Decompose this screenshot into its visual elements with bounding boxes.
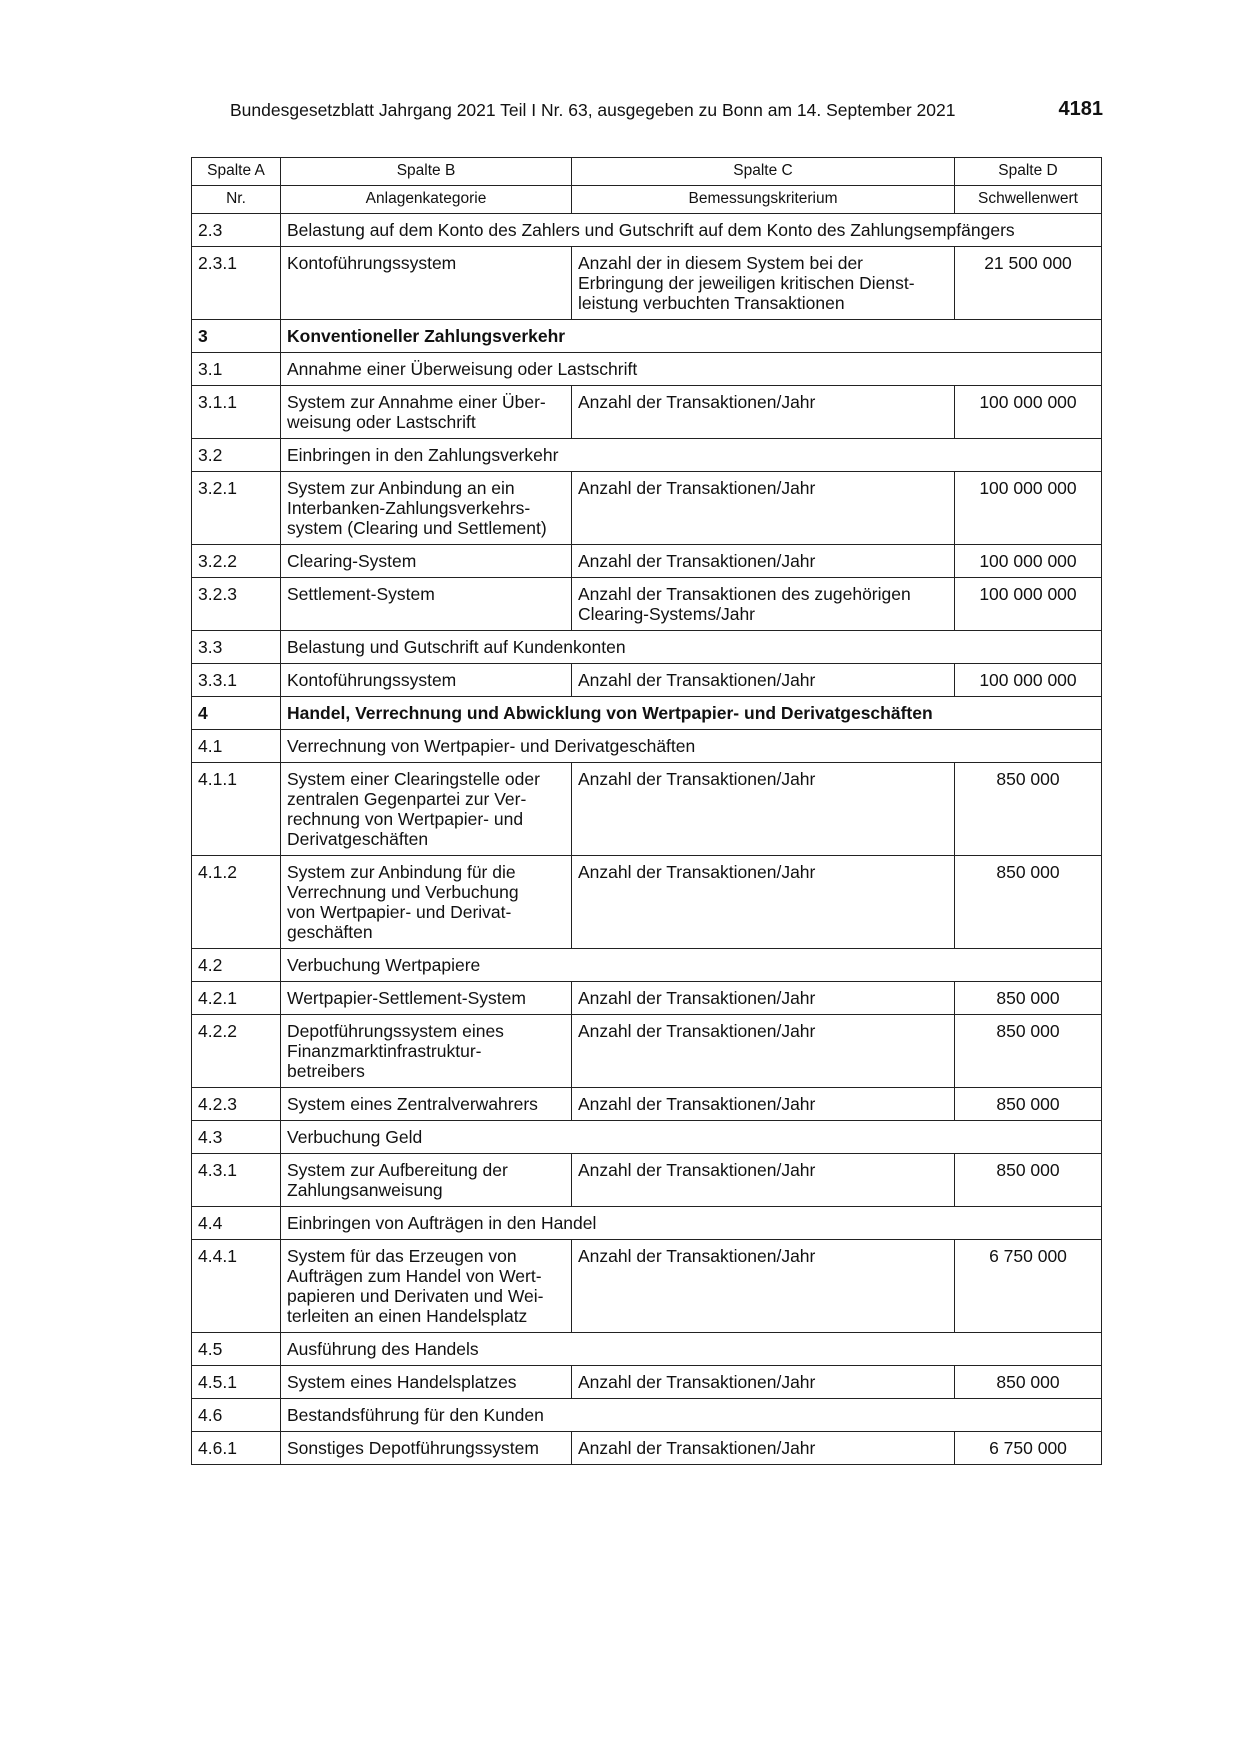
section-row bbox=[192, 1207, 1102, 1240]
table-row bbox=[192, 1015, 1102, 1088]
section-row bbox=[192, 1121, 1102, 1154]
table-row bbox=[192, 763, 1102, 856]
table-row bbox=[192, 1240, 1102, 1333]
threshold-value: 21 500 000 bbox=[955, 247, 1102, 320]
asset-category: Clearing-System bbox=[281, 545, 572, 578]
page-number: 4181 bbox=[1058, 98, 1103, 120]
asset-category: System eines Zentralverwahrers bbox=[281, 1088, 572, 1121]
table-row bbox=[192, 664, 1102, 697]
publication-title: Bundesgesetzblatt Jahrgang 2021 Teil I Nr. 63, ausgegeben zu Bonn am 14. September 2021 bbox=[230, 100, 956, 120]
column-subheader-threshold: Schwellenwert bbox=[955, 186, 1102, 214]
threshold-value: 100 000 000 bbox=[955, 664, 1102, 697]
asset-category: Kontoführungssystem bbox=[281, 247, 572, 320]
column-header-a: Spalte A bbox=[192, 158, 281, 186]
threshold-value: 850 000 bbox=[955, 1015, 1102, 1088]
measurement-criterion: Anzahl der Transaktionen/Jahr bbox=[572, 1432, 955, 1465]
section-title: Verrechnung von Wertpapier- und Derivatgeschäften bbox=[281, 730, 1102, 763]
table-row bbox=[192, 578, 1102, 631]
threshold-table bbox=[191, 157, 1102, 1465]
asset-category: System zur Anbindung für die Verrechnung und Verbuchung von Wertpapier- und Derivat- geschäften bbox=[281, 856, 572, 949]
row-number: 4.1.1 bbox=[192, 763, 281, 856]
section-row bbox=[192, 439, 1102, 472]
measurement-criterion: Anzahl der Transaktionen/Jahr bbox=[572, 664, 955, 697]
row-number: 2.3.1 bbox=[192, 247, 281, 320]
row-number: 4.5 bbox=[192, 1333, 281, 1366]
column-header-d: Spalte D bbox=[955, 158, 1102, 186]
measurement-criterion: Anzahl der Transaktionen/Jahr bbox=[572, 1015, 955, 1088]
row-number: 3.2.2 bbox=[192, 545, 281, 578]
measurement-criterion: Anzahl der Transaktionen/Jahr bbox=[572, 763, 955, 856]
threshold-value: 100 000 000 bbox=[955, 472, 1102, 545]
asset-category: System einer Clearingstelle oder zentralen Gegenpartei zur Ver- rechnung von Wertpapier- und Derivatgeschäften bbox=[281, 763, 572, 856]
table-row bbox=[192, 472, 1102, 545]
measurement-criterion: Anzahl der Transaktionen/Jahr bbox=[572, 472, 955, 545]
section-title: Verbuchung Wertpapiere bbox=[281, 949, 1102, 982]
threshold-value: 6 750 000 bbox=[955, 1432, 1102, 1465]
section-row bbox=[192, 631, 1102, 664]
table-row bbox=[192, 247, 1102, 320]
asset-category: System für das Erzeugen von Aufträgen zum Handel von Wert- papieren und Derivaten und Wei- terleiten an einen Handelsplatz bbox=[281, 1240, 572, 1333]
threshold-value: 850 000 bbox=[955, 1366, 1102, 1399]
row-number: 3.2 bbox=[192, 439, 281, 472]
row-number: 4.6.1 bbox=[192, 1432, 281, 1465]
asset-category: System eines Handelsplatzes bbox=[281, 1366, 572, 1399]
section-title: Einbringen in den Zahlungsverkehr bbox=[281, 439, 1102, 472]
asset-category: System zur Anbindung an ein Interbanken-Zahlungsverkehrs- system (Clearing und Settlement) bbox=[281, 472, 572, 545]
row-number: 3.3.1 bbox=[192, 664, 281, 697]
measurement-criterion: Anzahl der Transaktionen/Jahr bbox=[572, 982, 955, 1015]
threshold-value: 850 000 bbox=[955, 1088, 1102, 1121]
table-row bbox=[192, 1432, 1102, 1465]
measurement-criterion: Anzahl der Transaktionen/Jahr bbox=[572, 856, 955, 949]
measurement-criterion: Anzahl der Transaktionen des zugehörigen Clearing-Systems/Jahr bbox=[572, 578, 955, 631]
column-subheader-row bbox=[192, 186, 1102, 214]
row-number: 3.2.3 bbox=[192, 578, 281, 631]
asset-category: System zur Aufbereitung der Zahlungsanweisung bbox=[281, 1154, 572, 1207]
row-number: 4.4 bbox=[192, 1207, 281, 1240]
column-subheader-criterion: Bemessungskriterium bbox=[572, 186, 955, 214]
section-title: Belastung auf dem Konto des Zahlers und Gutschrift auf dem Konto des Zahlungsempfängers bbox=[281, 214, 1102, 247]
table-row bbox=[192, 982, 1102, 1015]
threshold-value: 6 750 000 bbox=[955, 1240, 1102, 1333]
table-row bbox=[192, 1154, 1102, 1207]
section-row bbox=[192, 353, 1102, 386]
row-number: 3.3 bbox=[192, 631, 281, 664]
threshold-value: 850 000 bbox=[955, 856, 1102, 949]
table-row bbox=[192, 856, 1102, 949]
row-number: 4.3 bbox=[192, 1121, 281, 1154]
measurement-criterion: Anzahl der Transaktionen/Jahr bbox=[572, 1154, 955, 1207]
section-title: Einbringen von Aufträgen in den Handel bbox=[281, 1207, 1102, 1240]
row-number: 4.1.2 bbox=[192, 856, 281, 949]
asset-category: Sonstiges Depotführungssystem bbox=[281, 1432, 572, 1465]
section-row bbox=[192, 1333, 1102, 1366]
table-row bbox=[192, 1088, 1102, 1121]
row-number: 4.6 bbox=[192, 1399, 281, 1432]
row-number: 3.1 bbox=[192, 353, 281, 386]
threshold-value: 850 000 bbox=[955, 982, 1102, 1015]
column-header-b: Spalte B bbox=[281, 158, 572, 186]
column-subheader-nr: Nr. bbox=[192, 186, 281, 214]
row-number: 3.1.1 bbox=[192, 386, 281, 439]
measurement-criterion: Anzahl der in diesem System bei der Erbringung der jeweiligen kritischen Dienst- leistung verbuchten Transaktionen bbox=[572, 247, 955, 320]
measurement-criterion: Anzahl der Transaktionen/Jahr bbox=[572, 545, 955, 578]
table-row bbox=[192, 545, 1102, 578]
asset-category: Kontoführungssystem bbox=[281, 664, 572, 697]
column-subheader-category: Anlagenkategorie bbox=[281, 186, 572, 214]
column-header-c: Spalte C bbox=[572, 158, 955, 186]
row-number: 4.2 bbox=[192, 949, 281, 982]
page-header bbox=[0, 100, 1241, 124]
asset-category: Settlement-System bbox=[281, 578, 572, 631]
asset-category: Wertpapier-Settlement-System bbox=[281, 982, 572, 1015]
row-number: 4.3.1 bbox=[192, 1154, 281, 1207]
section-row bbox=[192, 949, 1102, 982]
section-row bbox=[192, 214, 1102, 247]
threshold-value: 100 000 000 bbox=[955, 545, 1102, 578]
threshold-value: 850 000 bbox=[955, 1154, 1102, 1207]
row-number: 4.2.1 bbox=[192, 982, 281, 1015]
row-number: 4.1 bbox=[192, 730, 281, 763]
section-title: Verbuchung Geld bbox=[281, 1121, 1102, 1154]
row-number: 4.5.1 bbox=[192, 1366, 281, 1399]
row-number: 4 bbox=[192, 697, 281, 730]
threshold-value: 100 000 000 bbox=[955, 578, 1102, 631]
table-row bbox=[192, 386, 1102, 439]
row-number: 3.2.1 bbox=[192, 472, 281, 545]
section-title: Bestandsführung für den Kunden bbox=[281, 1399, 1102, 1432]
row-number: 4.4.1 bbox=[192, 1240, 281, 1333]
table-row bbox=[192, 1366, 1102, 1399]
section-title: Handel, Verrechnung und Abwicklung von Wertpapier- und Derivatgeschäften bbox=[281, 697, 1102, 730]
row-number: 2.3 bbox=[192, 214, 281, 247]
row-number: 4.2.2 bbox=[192, 1015, 281, 1088]
measurement-criterion: Anzahl der Transaktionen/Jahr bbox=[572, 1366, 955, 1399]
row-number: 4.2.3 bbox=[192, 1088, 281, 1121]
section-row bbox=[192, 1399, 1102, 1432]
section-row bbox=[192, 320, 1102, 353]
asset-category: System zur Annahme einer Über- weisung oder Lastschrift bbox=[281, 386, 572, 439]
measurement-criterion: Anzahl der Transaktionen/Jahr bbox=[572, 386, 955, 439]
section-row bbox=[192, 730, 1102, 763]
table-body bbox=[192, 214, 1102, 1465]
threshold-value: 100 000 000 bbox=[955, 386, 1102, 439]
measurement-criterion: Anzahl der Transaktionen/Jahr bbox=[572, 1088, 955, 1121]
measurement-criterion: Anzahl der Transaktionen/Jahr bbox=[572, 1240, 955, 1333]
section-title: Belastung und Gutschrift auf Kundenkonten bbox=[281, 631, 1102, 664]
threshold-value: 850 000 bbox=[955, 763, 1102, 856]
section-title: Konventioneller Zahlungsverkehr bbox=[281, 320, 1102, 353]
section-row bbox=[192, 697, 1102, 730]
asset-category: Depotführungssystem eines Finanzmarktinfrastruktur- betreibers bbox=[281, 1015, 572, 1088]
row-number: 3 bbox=[192, 320, 281, 353]
section-title: Annahme einer Überweisung oder Lastschrift bbox=[281, 353, 1102, 386]
column-header-row bbox=[192, 158, 1102, 186]
section-title: Ausführung des Handels bbox=[281, 1333, 1102, 1366]
